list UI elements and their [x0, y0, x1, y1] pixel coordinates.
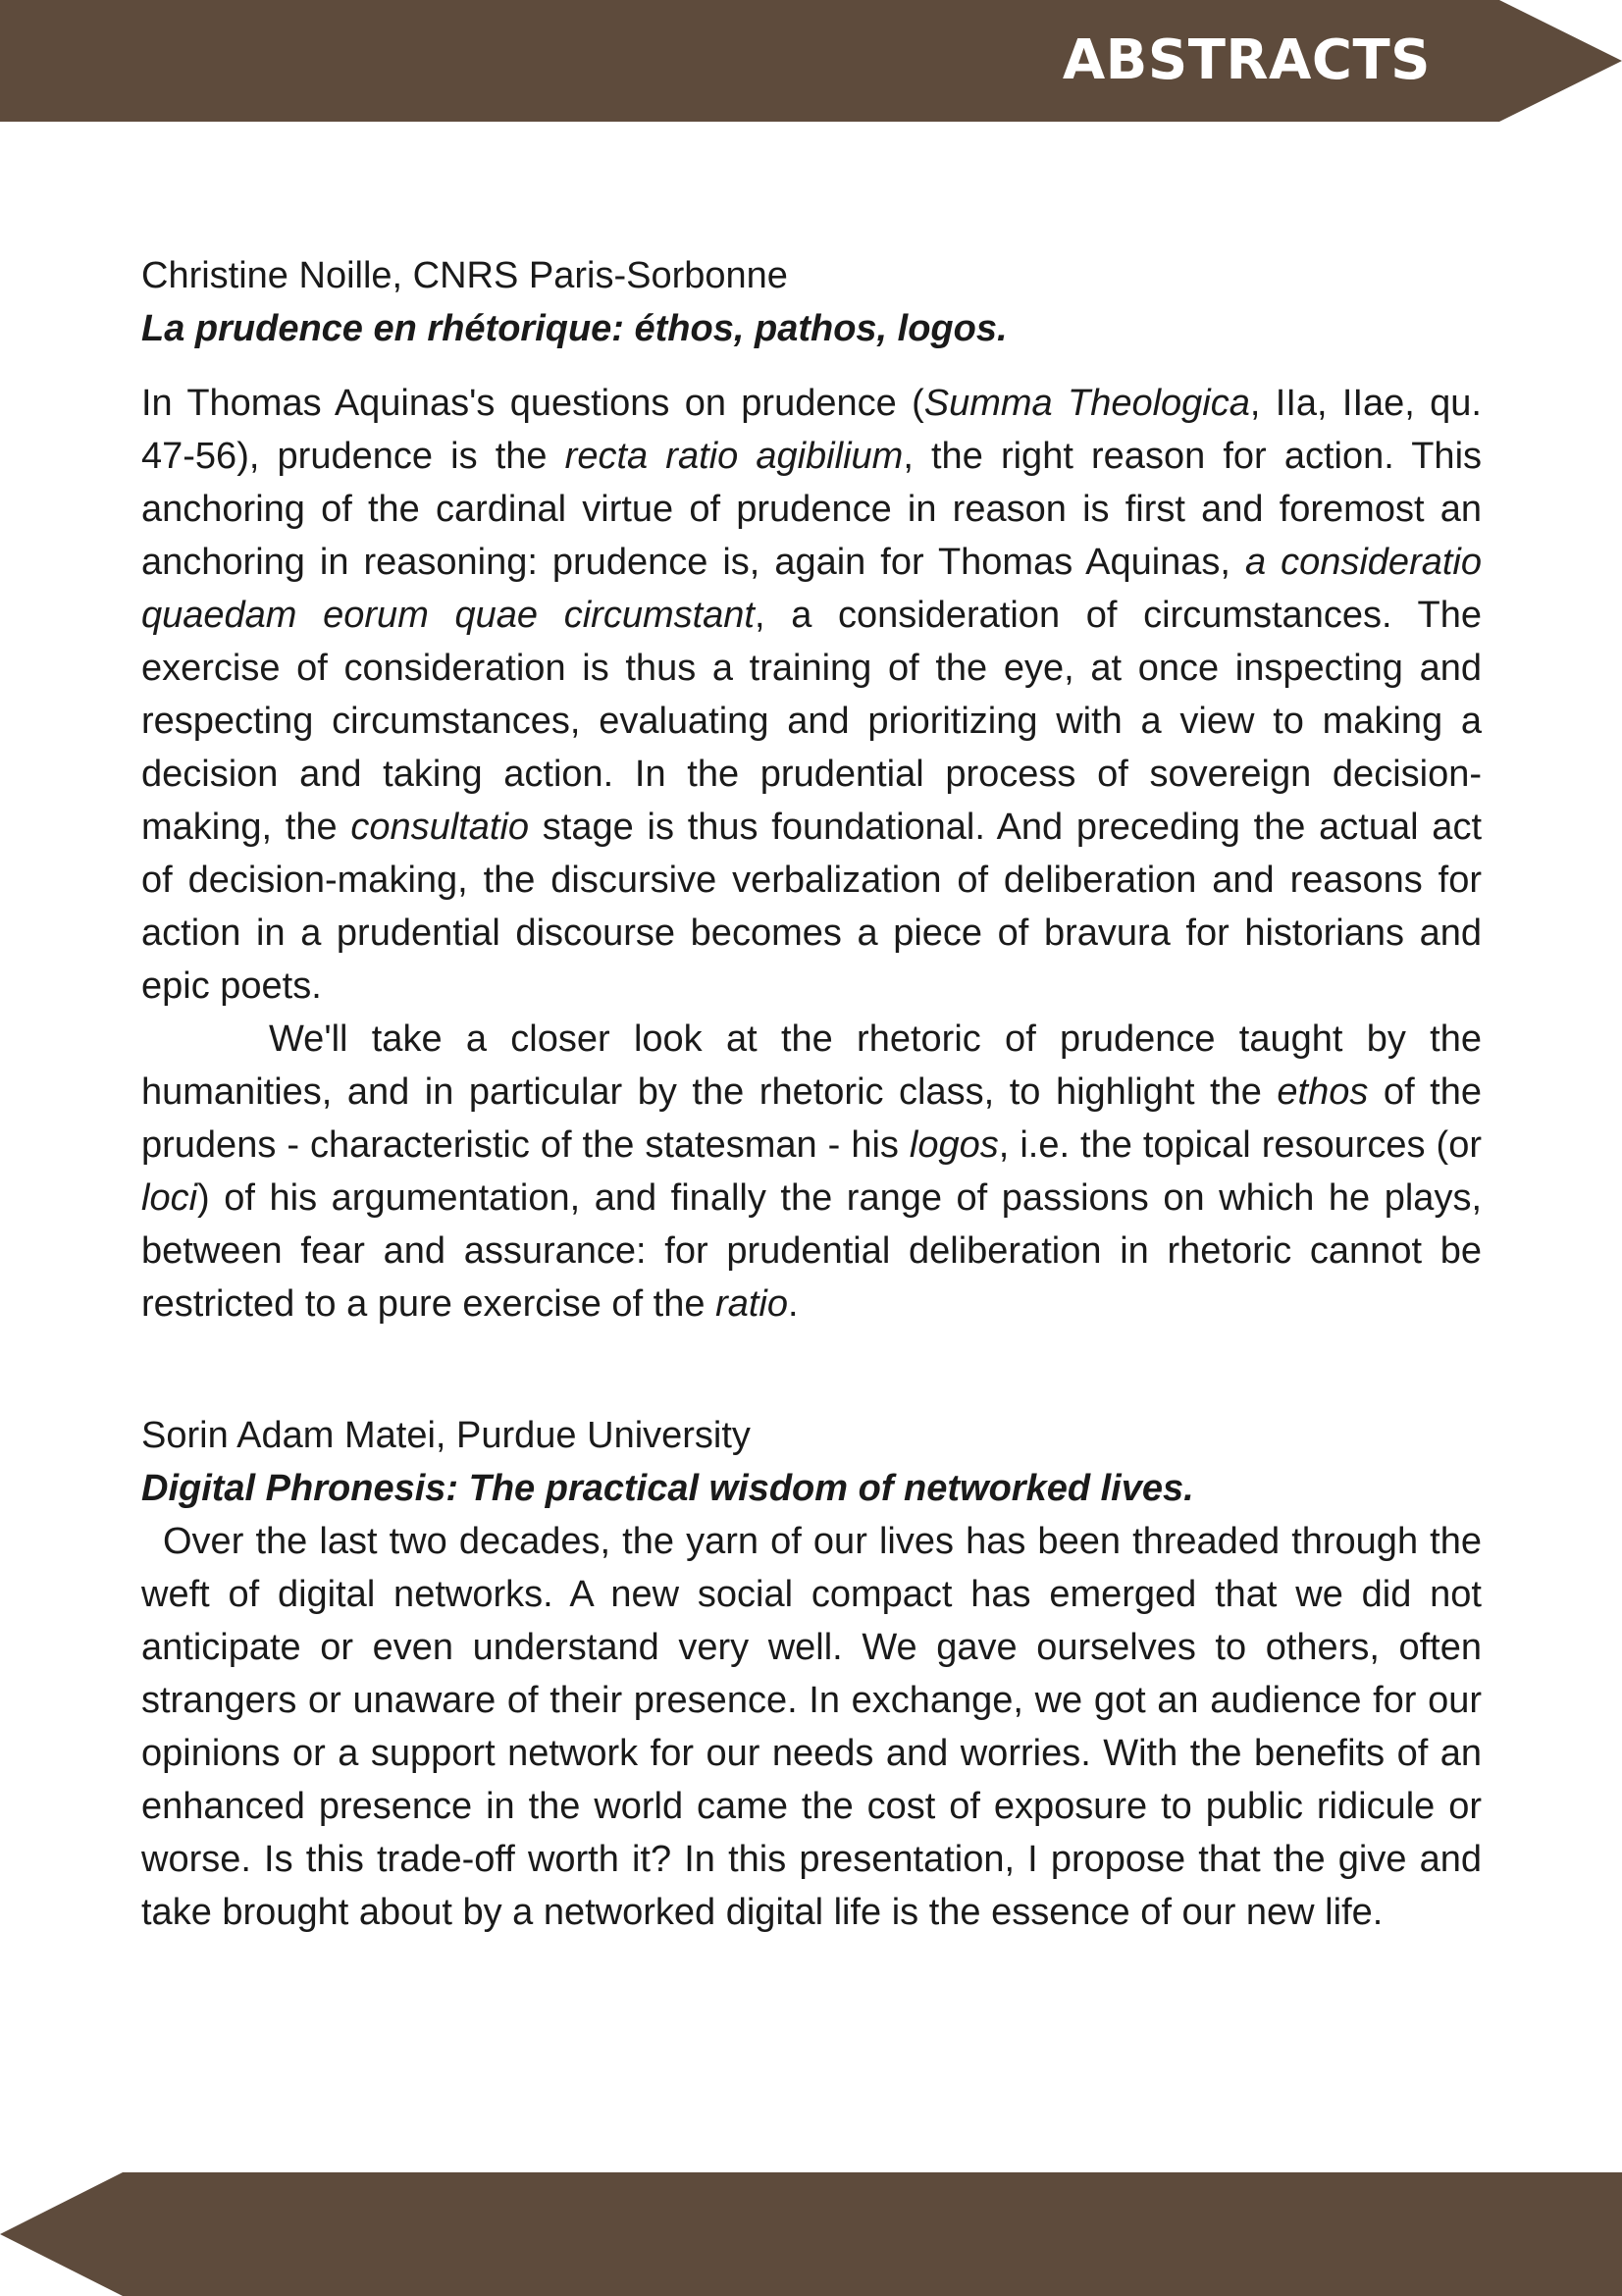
abstract-paragraph: Over the last two decades, the yarn of our lives has been threaded through the weft of digital networks. A new social compact has emerged that we did not anticipate or even understand very well. We gave ourselves to others, often strangers or unaware of their presence. In exchange, we got an audience for our opinions or a support network for our needs and worries. With the benefits of an enhanced presence in the world came the cost of exposure to public ridicule or worse. Is this trade-off worth it? In this presentation, I propose that the give and take brought about by a networked digital life is the essence of our new life. — [141, 1521, 1482, 1933]
page-title: ABSTRACTS — [1062, 28, 1431, 92]
abstract-title: Digital Phronesis: The practical wisdom of networked lives. — [141, 1468, 1194, 1509]
abstracts-content — [141, 249, 1482, 1939]
abstract-matei — [141, 1409, 1482, 1939]
footer-banner — [0, 2172, 1622, 2296]
abstract-noille — [141, 249, 1482, 1331]
author-line: Christine Noille, CNRS Paris-Sorbonne — [141, 255, 788, 296]
abstract-paragraph: In Thomas Aquinas's questions on prudence (Summa Theologica, IIa, IIae, qu. 47-56), prudence is the recta ratio agibilium, the right reason for action. This anchoring of the cardinal virtue of prudence in reason is first and foremost an anchoring in reasoning: prudence is, again for Thomas Aquinas, a consideratio quaedam eorum quae circumstant, a consideration of circumstances. The exercise of consideration is thus a training of the eye, at once inspecting and respecting circumstances, evaluating and prioritizing with a view to making a decision and taking action. In the prudential process of sovereign decision-making, the consultatio stage is thus foundational. And preceding the actual act of decision-making, the discursive verbalization of deliberation and reasons for action in a prudential discourse becomes a piece of bravura for historians and epic poets. — [141, 383, 1483, 1007]
abstract-paragraph: We'll take a closer look at the rhetoric of prudence taught by the humanities, and in particular by the rhetoric class, to highlight the ethos of the prudens - characteristic of the statesman - his logos, i.e. the topical resources (or loci) of his argumentation, and finally the range of passions on which he plays, between fear and assurance: for prudential deliberation in rhetoric cannot be restricted to a pure exercise of the ratio. — [141, 1018, 1482, 1325]
abstract-title: La prudence en rhétorique: éthos, pathos, logos. — [141, 308, 1008, 349]
author-line: Sorin Adam Matei, Purdue University — [141, 1415, 751, 1456]
